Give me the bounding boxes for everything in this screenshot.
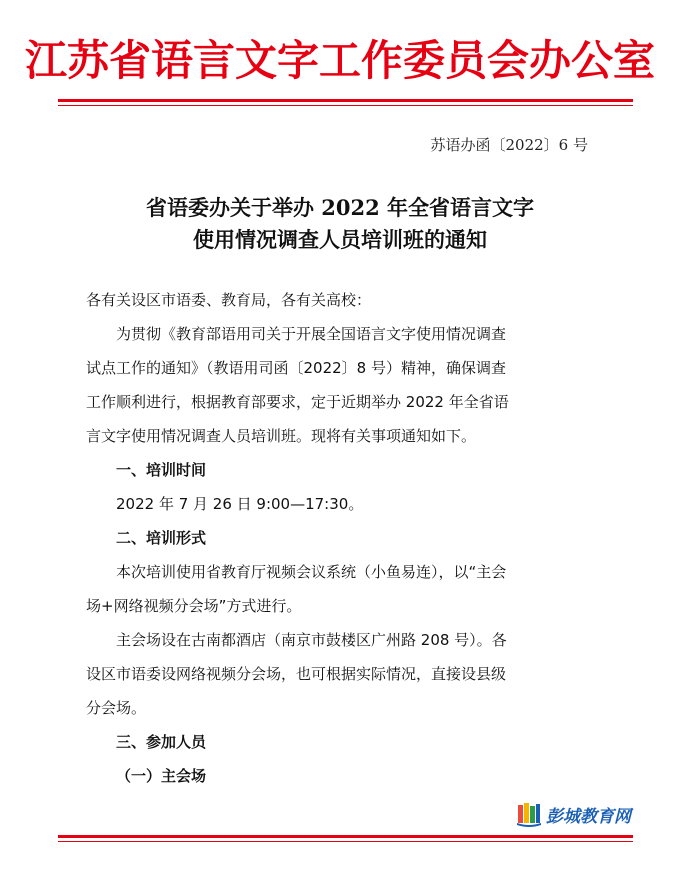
section1-text: 2022 年 7 月 26 日 9:00—17:30。 [116, 495, 364, 513]
document-title-line2: 使用情况调查人员培训班的通知 [193, 227, 487, 252]
watermark-logo-text: 彭城教育网 [546, 806, 631, 827]
document-number: 苏语办函〔2022〕6 号 [430, 136, 588, 154]
addressee: 各有关设区市语委、教育局，各有关高校： [86, 291, 372, 309]
books-icon [516, 801, 542, 827]
section2-heading: 二、培训形式 [116, 529, 207, 547]
intro-line-4: 言文字使用情况调查人员培训班。现将有关事项通知如下。 [86, 427, 477, 445]
footer-red-rule-thick [58, 835, 633, 838]
section3-heading: 三、参加人员 [116, 733, 207, 751]
section3-sub: （一）主会场 [116, 767, 207, 785]
section2-line-1: 本次培训使用省教育厅视频会议系统（小鱼易连），以“主会 [116, 563, 507, 581]
header-red-rule-thin [58, 105, 633, 106]
intro-line-1: 为贯彻《教育部语用司关于开展全国语言文字使用情况调查 [116, 325, 507, 343]
header-org-name: 江苏省语言文字工作委员会办公室 [24, 36, 655, 85]
section2b-line-1: 主会场设在古南都酒店（南京市鼓楼区广州路 208 号）。各 [116, 631, 507, 649]
section2b-line-2: 设区市语委设网络视频分会场，也可根据实际情况，直接设县级 [86, 665, 507, 683]
section1-heading: 一、培训时间 [116, 461, 207, 479]
document-title-line1: 省语委办关于举办 2022 年全省语言文字 [145, 195, 535, 220]
header-red-rule-thick [58, 99, 633, 102]
section2b-line-3: 分会场。 [86, 699, 147, 717]
footer-red-rule-thin [58, 841, 633, 842]
intro-line-2: 试点工作的通知》（教语用司函〔2022〕8 号）精神，确保调查 [86, 359, 506, 377]
section2-line-2: 场+网络视频分会场”方式进行。 [86, 597, 302, 615]
watermark-logo [516, 799, 631, 829]
intro-line-3: 工作顺利进行，根据教育部要求，定于近期举办 2022 年全省语 [86, 393, 509, 411]
